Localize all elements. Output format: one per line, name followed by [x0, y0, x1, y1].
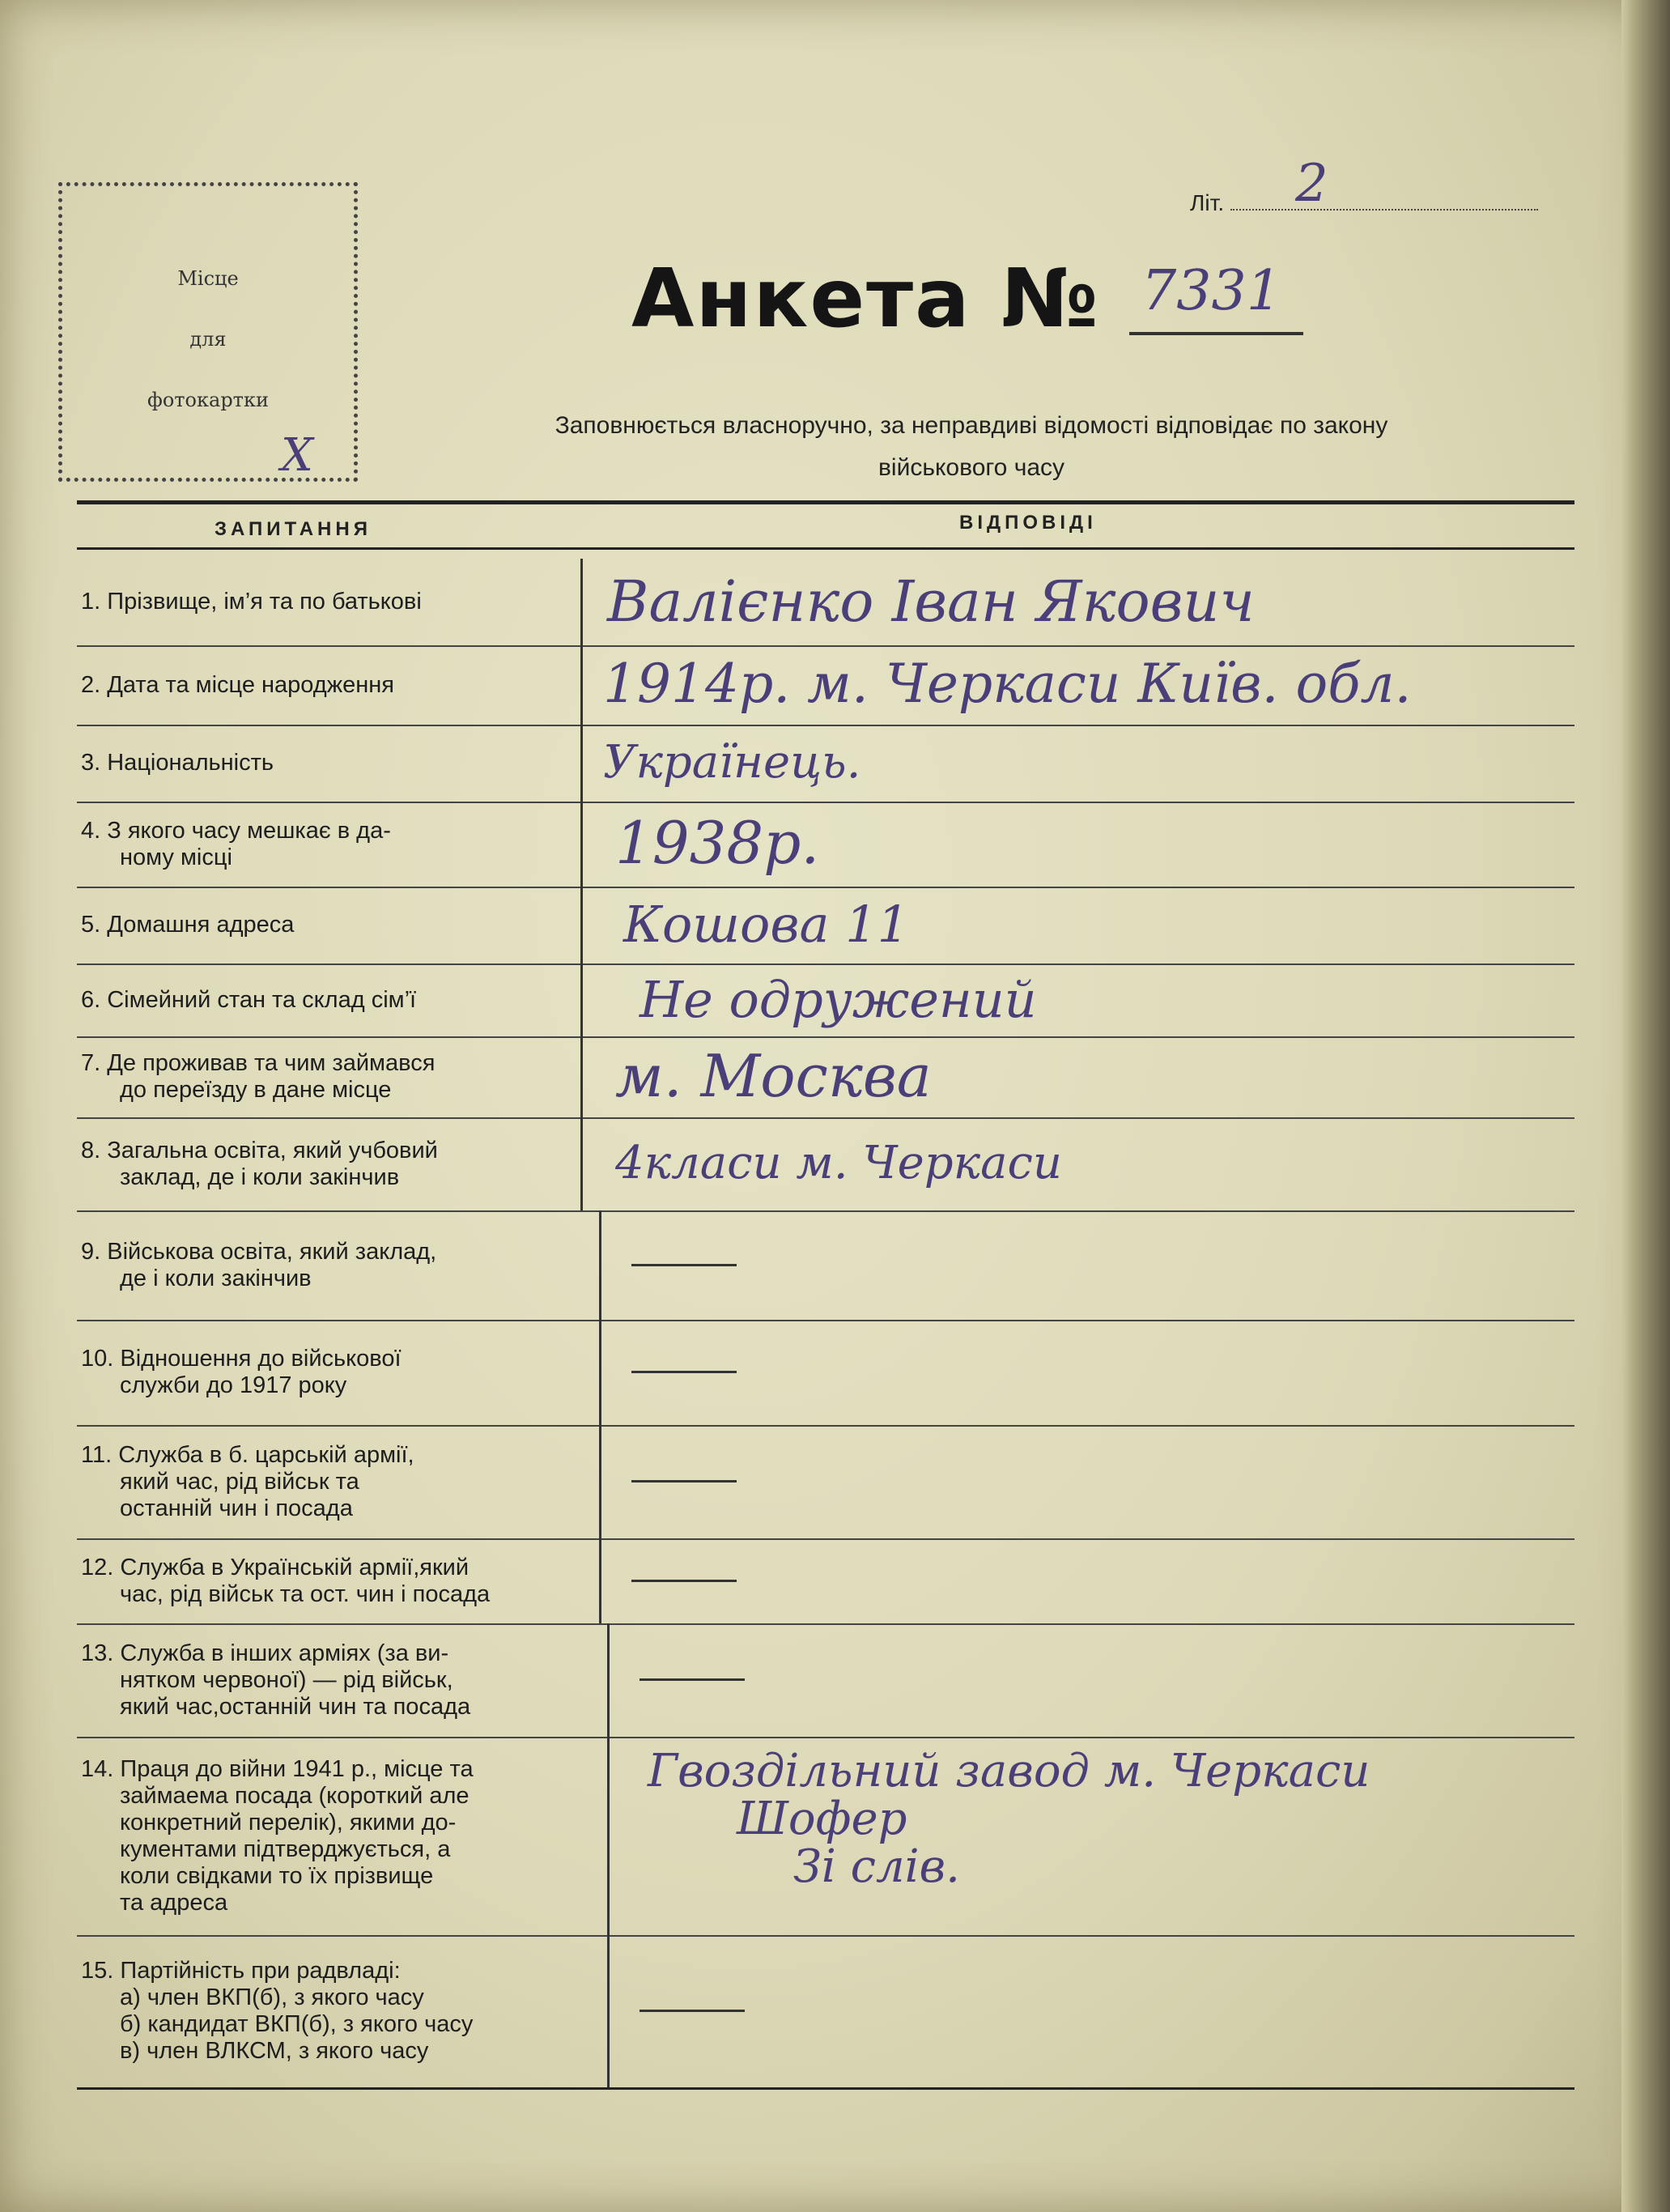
instructions-line2: військового часу: [877, 454, 1065, 481]
column-separator: [580, 963, 583, 1036]
question-text: 4. З якого часу мешкає в да-: [81, 817, 391, 844]
question-text: заклад, де і коли закінчив: [120, 1163, 400, 1190]
answer-text: 1938р.: [615, 809, 820, 878]
column-header-questions: ЗАПИТАННЯ: [215, 518, 372, 540]
column-separator: [580, 725, 583, 802]
question-text: який час, рід військ та: [120, 1468, 359, 1495]
answer-text: Гвоздільний завод м. Черкаси: [648, 1745, 1370, 1797]
question-text: в) член ВЛКСМ, з якого часу: [120, 2038, 429, 2064]
column-separator: [580, 802, 583, 887]
question-text: 7. Де проживав та чим займався: [81, 1050, 436, 1076]
lit-label: Літ.: [1190, 190, 1225, 215]
question-text: коли свідками то їх прізвище: [120, 1862, 434, 1889]
answer-text: Зі слів.: [793, 1840, 960, 1893]
row-divider: [77, 1935, 1574, 1937]
question-text: 9. Військова освіта, який заклад,: [81, 1238, 437, 1265]
question-text: 15. Партійність при радвладі:: [81, 1958, 401, 1984]
column-separator: [580, 1117, 583, 1210]
photo-placeholder: [58, 182, 358, 482]
column-separator: [607, 1737, 610, 1935]
question-text: останній чин і посада: [120, 1495, 353, 1521]
answer-blank-dash: [631, 1371, 737, 1373]
answer-text: [631, 1565, 632, 1566]
question-text: до переїзду в дане місце: [120, 1077, 392, 1103]
row-divider: [77, 1737, 1574, 1738]
table-top-rule: [77, 500, 1574, 504]
answer-text: Шофер: [737, 1792, 907, 1845]
answer-text: м. Москва: [615, 1041, 932, 1110]
question-text: час, рід військ та ост. чин і посада: [120, 1580, 491, 1607]
column-separator: [580, 645, 583, 725]
instructions-line1: Заповнюється власноручно, за неправдиві відомості відповідає по закону: [555, 412, 1388, 439]
column-separator: [599, 1425, 601, 1538]
question-text: 1. Прізвище, ім’я та по батькові: [81, 589, 422, 615]
answer-blank-dash: [631, 1480, 737, 1482]
question-text: 5. Домашня адреса: [81, 912, 295, 938]
column-separator: [599, 1320, 601, 1425]
question-text: б) кандидат ВКП(б), з якого часу: [120, 2011, 474, 2037]
question-text: нятком червоної) — рід військ,: [120, 1666, 453, 1693]
row-divider: [77, 1425, 1574, 1427]
answer-text: Не одружений: [640, 969, 1037, 1029]
row-divider: [77, 1036, 1574, 1038]
answer-text: 1914р. м. Черкаси Київ. обл.: [603, 653, 1412, 716]
question-text: 13. Служба в інших арміях (за ви-: [81, 1640, 449, 1666]
question-text: та адреса: [120, 1889, 228, 1916]
photo-mark: Х: [281, 429, 313, 482]
question-text: 10. Відношення до військової: [81, 1346, 402, 1372]
column-separator: [607, 1935, 610, 2087]
row-divider: [77, 1210, 1574, 1212]
table-bottom-rule: [77, 2087, 1574, 2090]
column-separator: [599, 1538, 601, 1623]
row-divider: [77, 1623, 1574, 1625]
question-text: 12. Служба в Українській армії,який: [81, 1554, 470, 1580]
answer-text: Валієнко Іван Якович: [607, 568, 1255, 635]
answer-blank-dash: [640, 1678, 745, 1681]
question-text: 14. Праця до війни 1941 р., місце та: [81, 1755, 474, 1782]
question-text: займаема посада (короткий але: [120, 1782, 470, 1809]
answer-text: [631, 1356, 632, 1357]
answer-text: [631, 1465, 632, 1466]
question-text: служби до 1917 року: [120, 1372, 347, 1398]
question-text: 6. Сімейний стан та склад сім’ї: [81, 986, 417, 1013]
column-separator: [580, 559, 583, 645]
column-header-answers: ВІДПОВІДІ: [959, 512, 1097, 534]
column-separator: [580, 887, 583, 963]
question-text: а) член ВКП(б), з якого часу: [120, 1984, 424, 2010]
question-text: який час,останній чин та посада: [120, 1693, 471, 1720]
form-number: 7331: [1141, 259, 1282, 323]
answer-blank-dash: [631, 1580, 737, 1582]
lit-underline: [1230, 209, 1538, 211]
photo-label-line3: фотокартки: [147, 389, 269, 411]
row-divider: [77, 1538, 1574, 1540]
column-separator: [580, 1036, 583, 1117]
column-separator: [599, 1210, 601, 1320]
form-number-underline: [1129, 332, 1303, 335]
photo-label-line1: Місце: [177, 267, 239, 290]
column-separator: [607, 1623, 610, 1737]
answer-blank-dash: [640, 2010, 745, 2012]
lit-value: 2: [1295, 154, 1328, 214]
answer-text: Українець.: [603, 735, 861, 789]
page-edge: [1621, 0, 1670, 2212]
question-text: 11. Служба в б. царській армії,: [81, 1441, 414, 1468]
question-text: де і коли закінчив: [120, 1265, 312, 1291]
answer-blank-dash: [631, 1264, 737, 1266]
page-title: Анкета №: [631, 251, 1100, 346]
form-instructions: [389, 405, 1554, 489]
answer-text: Кошова 11: [623, 895, 910, 955]
photo-label-line2: для: [189, 328, 227, 351]
question-text: 2. Дата та місце народження: [81, 671, 394, 698]
question-text: 8. Загальна освіта, який учбовий: [81, 1137, 438, 1163]
question-text: кументами підтверджується, а: [120, 1836, 451, 1862]
row-divider: [77, 1320, 1574, 1321]
row-divider: [77, 645, 1574, 647]
answer-text: [631, 1249, 632, 1250]
row-divider: [77, 963, 1574, 965]
answer-text: 4класи м. Черкаси: [615, 1136, 1062, 1189]
question-text: 3. Національність: [81, 750, 274, 776]
row-divider: [77, 802, 1574, 803]
question-text: ному місці: [120, 844, 232, 870]
question-text: конкретний перелік), якими до-: [120, 1809, 457, 1836]
row-divider: [77, 887, 1574, 888]
row-divider: [77, 1117, 1574, 1119]
row-divider: [77, 725, 1574, 726]
table-header-rule: [77, 547, 1574, 550]
